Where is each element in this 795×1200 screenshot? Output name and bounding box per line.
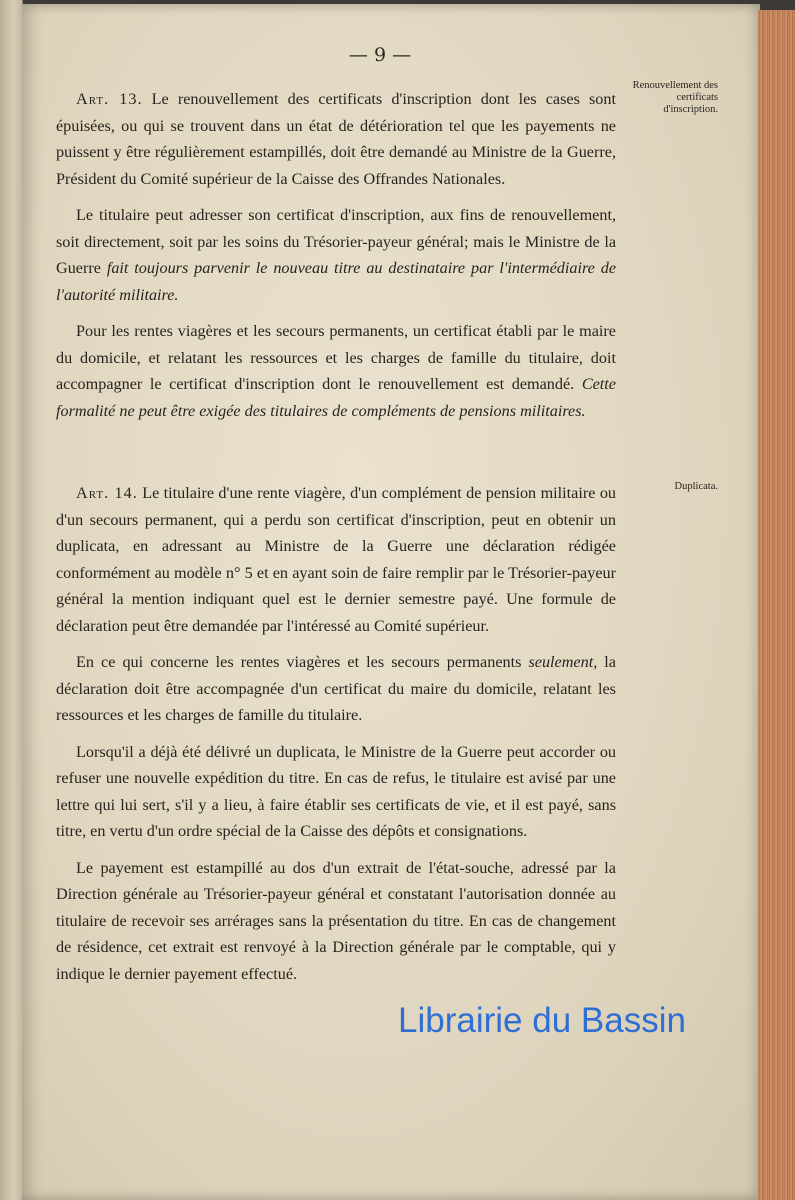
page-block-edge	[758, 10, 795, 1200]
art14-label: Art. 14.	[76, 484, 138, 502]
art14-p2-text-a: En ce qui concerne les rentes viagères et les secours permanents	[76, 653, 529, 671]
art13-label: Art. 13.	[76, 90, 143, 108]
margin-note-duplicata: Duplicata.	[674, 481, 718, 492]
art13-paragraph-1	[56, 86, 616, 192]
article-13	[56, 86, 616, 434]
art14-p2-text-b: la déclaration doit être accompagnée d'un certificat du maire du domicile, relatant les ressources et les charges de famille du titulaire.	[56, 653, 616, 724]
art13-p3-text: Pour les rentes viagères et les secours permanents, un certificat établi par le maire du domicile, et relatant les ressources et les charges de famille du titulaire, doit accompagner le certificat d'inscription dont le renouvellement est demandé.	[56, 322, 616, 393]
art14-paragraph-2	[56, 649, 616, 729]
art14-paragraph-1	[56, 480, 616, 639]
art14-paragraph-3	[56, 739, 616, 845]
art13-paragraph-3	[56, 318, 616, 424]
facing-page-edge	[0, 0, 23, 1200]
art14-p1-text: Le titulaire d'une rente viagère, d'un complément de pension militaire ou d'un secours permanent, qui a perdu son certificat d'inscription, peut en obtenir un duplicata, en adressant au Ministre de la Guerre une déclaration rédigée conformément au modèle n° 5 et en ayant soin de faire remplir par le Trésorier-payeur général la mention indiquant quel est le dernier semestre payé. Une formule de déclaration peut être demandée par l'intéressé au Comité supérieur.	[56, 484, 617, 635]
art13-p1-text: Le renouvellement des certificats d'inscription dont les cases sont épuisées, ou qui se trouvent dans un état de détérioration tel que les payements ne puissent y être régulièrement estampillés, doit être demandé au Ministre de la Guerre, Président du Comité supérieur de la Caisse des Offrandes Nationales.	[56, 90, 616, 188]
art13-paragraph-2	[56, 202, 616, 308]
art14-p4-text: Le payement est estampillé au dos d'un extrait de l'état-souche, adressé par la Direction générale au Trésorier-payeur général et constatant l'autorisation donnée au titulaire de recevoir ses arrérages sans la présentation du titre. En cas de changement de résidence, cet extrait est renvoyé à la Direction générale par le comptable, qui y indique le dernier payement effectué.	[56, 858, 616, 983]
article-14	[56, 480, 616, 997]
page-number: — 9 —	[348, 44, 412, 66]
art14-paragraph-4	[56, 855, 616, 988]
art13-p2-italic: fait toujours parvenir le nouveau titre au destinataire par l'intermédiaire de l'autorité militaire.	[56, 259, 617, 304]
art14-p2-italic: seulement,	[528, 653, 598, 671]
seller-watermark: Librairie du Bassin	[398, 1001, 686, 1040]
art13-p3-italic: Cette formalité ne peut être exigée des titulaires de compléments de pensions militaires.	[56, 375, 616, 420]
art14-p3-text: Lorsqu'il a déjà été délivré un duplicata, le Ministre de la Guerre peut accorder ou refuser une nouvelle expédition du titre. En cas de refus, le titulaire est avisé par une lettre qui lui sert, s'il y a lieu, à faire établir ses certificats de vie, et il est payé, sans titre, en vertu d'un ordre spécial de la Caisse des dépôts et consignations.	[56, 742, 616, 840]
art13-p2-text: Le titulaire peut adresser son certificat d'inscription, aux fins de renouvellement, soit directement, soit par les soins du Trésorier-payeur général; mais le Ministre de la Guerre	[56, 206, 616, 277]
margin-note-renouvellement: Renouvellement des certificats d'inscription.	[632, 80, 718, 115]
